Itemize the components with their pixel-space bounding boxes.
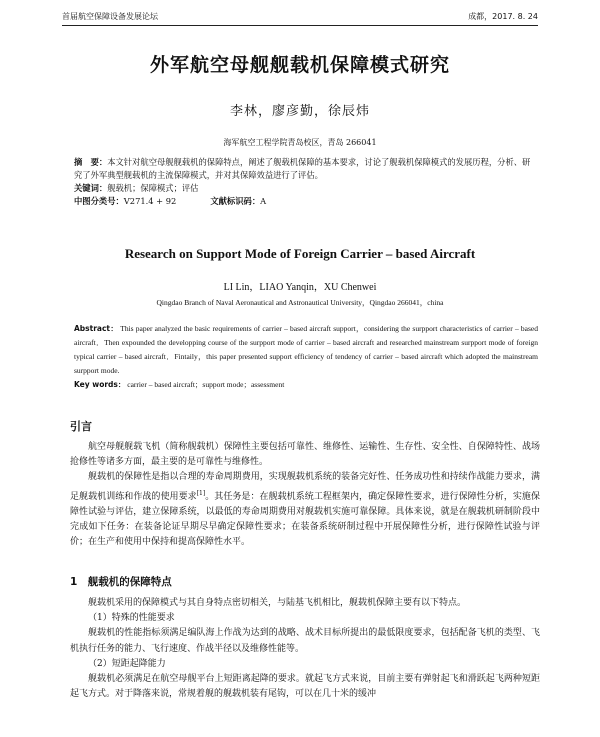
keywords-cn-label: 关键词： — [74, 183, 108, 193]
keywords-en — [74, 378, 538, 392]
authors-cn: 李林，廖彦勤，徐辰炜 — [229, 104, 370, 119]
running-header — [62, 10, 538, 24]
intro-heading: 引言 — [70, 420, 92, 433]
section1-paragraph-1: 舰载机采用的保障模式与其自身特点密切相关，与陆基飞机相比，舰载机保障主要有以下特点。 — [88, 598, 467, 608]
subsection-2-text: 舰载机必须满足在航空母舰平台上短距离起降的要求。就起飞方式来说，目前主要有弹射起飞和滑跃起飞两种短距起飞方式。对于降落来说，常规着舰的舰载机装有尾钩，可以在几十米的缓冲 — [70, 674, 540, 700]
doc-code-value: A — [260, 196, 267, 206]
doc-code-label: 文献标识码： — [210, 196, 261, 206]
abstract-cn — [74, 156, 538, 208]
subsection-1-text: 舰载机的性能指标须满足编队海上作战为达到的战略、战术目标所提出的最低限度要求，包括配备飞机的类型、飞机执行任务的能力、飞行速度、作战半径以及维修性能等。 — [70, 628, 540, 654]
authors-en: LI Lin，LIAO Yanqin，XU Chenwei — [223, 282, 377, 293]
classification-line — [74, 195, 538, 208]
abstract-en-text — [74, 322, 538, 378]
intro-p2-part2: 。其任务是：在舰载机系统工程框架内，确定保障性要求，进行保障性分析，实施保障性试验与评估，建立保障系统，以最低的寿命周期费用对舰载机实施可靠保障。具体来说，就是在舰载机研制阶段中完成如下任务：在装备论证早期尽早确定保障性要求；在装备系统研制过程中开展保障性分析，进行保障性试验与评价；在生产和使用中保持和提高保障性水平。 — [70, 491, 540, 548]
section1-heading: 1 舰载机的保障特点 — [70, 576, 172, 588]
intro-paragraph-1: 航空母舰舰载飞机（简称舰载机）保障性主要包括可靠性、维修性、运输性、生存性、安全性、自保障特性、战场抢修性等诸多方面，最主要的是可靠性与维修性。 — [70, 442, 540, 468]
abstract-en-body: This paper analyzed the basic requirements of carrier – based aircraft support，considering the surpport characteristics of carrier – based aircraft．Then expounded the developping course of the surpport mode of carrier – based aircraft and researched mainstream surpport mode of foreign typical carrier – based aircraft．Fintaily，this paper presented support efficiency of tendency of carrier – based aircraft which adopted the mainstream surpport mode. — [74, 324, 538, 375]
title-en: Research on Support Mode of Foreign Carrier – based Aircraft — [124, 246, 476, 261]
affiliation-cn: 海军航空工程学院青岛校区，青岛 266041 — [223, 138, 377, 147]
abstract-en-label: Abstract： — [74, 324, 119, 333]
keywords-cn — [74, 182, 538, 195]
header-rule — [62, 25, 538, 26]
subheading-2: （2）短距起降能力 — [88, 658, 166, 669]
keywords-en-label: Key words： — [74, 380, 126, 389]
intro-p2-part1: 舰载机的保障性是指以合理的寿命周期费用，实现舰载机系统的装备完好性、任务成功性和持续作战能力要求，满足舰载机训练和作战的使用要求 — [70, 472, 540, 502]
journal-name: 首届航空保障设备发展论坛 — [62, 12, 158, 21]
clc-value: V271.4 + 92 — [123, 196, 177, 206]
abstract-en — [74, 322, 538, 392]
affiliation-en: Qingdao Branch of Naval Aeronautical and Astronautical University，Qingdao 266041，china — [156, 298, 444, 307]
location-date: 成都，2017. 8. 24 — [468, 12, 538, 21]
keywords-cn-value: 舰载机；保障模式；评估 — [107, 183, 199, 193]
subheading-1: （1）特殊的性能要求 — [88, 613, 175, 624]
section1-body — [70, 596, 540, 702]
intro-body — [70, 440, 540, 550]
keywords-en-value: carrier – based aircraft；support mode；assessment — [127, 380, 285, 389]
clc-label: 中图分类号： — [74, 196, 124, 206]
abstract-cn-text — [74, 156, 538, 182]
abstract-cn-body: 本文针对航空母舰舰载机的保障特点，阐述了舰载机保障的基本要求，讨论了舰载机保障模式的发展历程，分析、研究了外军典型舰载机的主流保障模式，并对其保障效益进行了评估。 — [74, 157, 531, 180]
abstract-cn-label: 摘 要： — [74, 157, 108, 167]
intro-paragraph-2 — [70, 470, 540, 550]
citation-ref: [1] — [196, 489, 206, 497]
title-cn: 外军航空母舰舰载机保障模式研究 — [149, 54, 450, 76]
